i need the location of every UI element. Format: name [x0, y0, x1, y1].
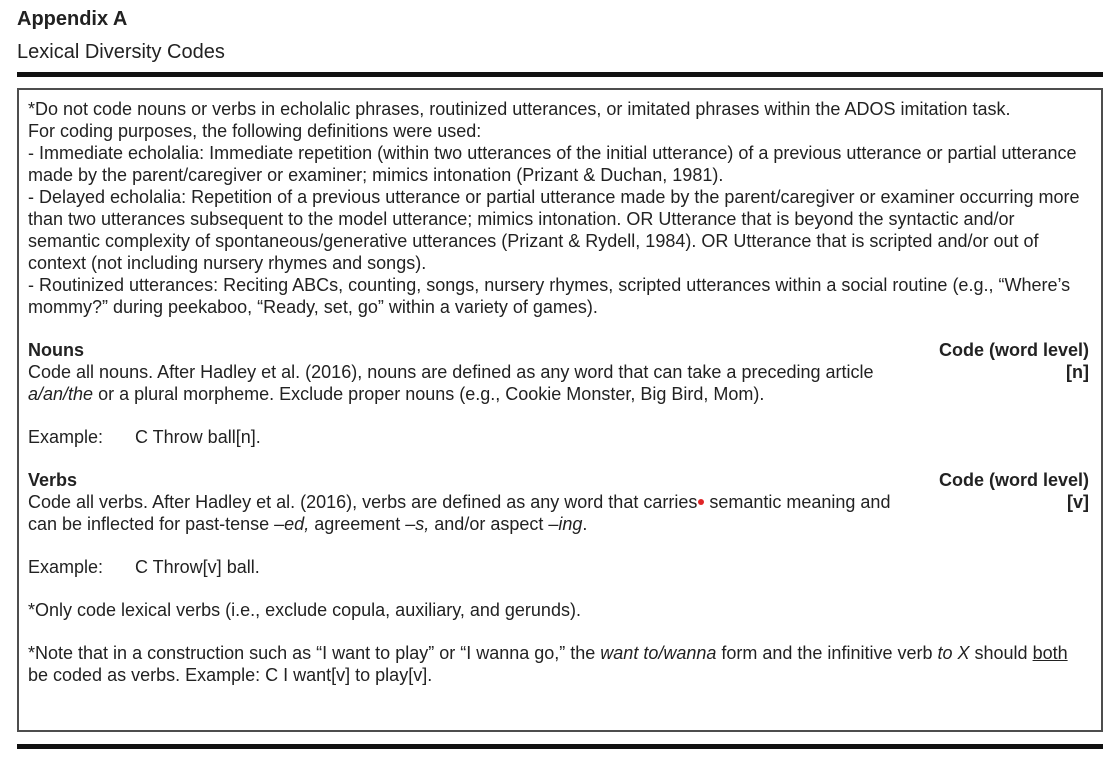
verbs-example-row: [28, 556, 1089, 578]
nouns-example-row: [28, 426, 1089, 448]
definition-delayed-echolalia: - Delayed echolalia: Repetition of a previous utterance or partial utterance made by the parent/caregiver or examiner occurring more than two utterances subsequent to the model utterance; mimics intonation. OR Utterance that is beyond the syntactic and/or semantic complexity of spontaneous/generative utterances (Prizant & Rydell, 1984). OR Utterance that is scripted and/or out of context (not including nursery rhymes and songs).: [28, 187, 1080, 273]
definition-routinized-utterances: - Routinized utterances: Reciting ABCs, counting, songs, nursery rhymes, scripted utterances within a social routine (e.g., “Where’s mommy?” during peekaboo, “Ready, set, go” within a variety of games).: [28, 275, 1071, 317]
text-segment: agreement: [309, 514, 406, 534]
nouns-code-tag: [n]: [1066, 362, 1089, 382]
definition-immediate-echolalia: - Immediate echolalia: Immediate repetition (within two utterances of the initial utterance) of a previous utterance or partial utterance made by the parent/caregiver or examiner; mimics intonation (Prizant & Duchan, 1981).: [28, 143, 1077, 185]
nouns-section-header: [28, 339, 1089, 361]
text-segment: and/or aspect: [429, 514, 549, 534]
nouns-example-text: C Throw ball[n].: [135, 427, 261, 447]
text-segment: form and the infinitive verb: [716, 643, 938, 663]
coding-rules-box: [17, 88, 1103, 732]
verbs-heading: Verbs: [28, 470, 78, 490]
nouns-code-header: Code (word level): [938, 340, 1089, 360]
nouns-definition: [28, 361, 910, 405]
text-segment: semantic meaning and can be inflected for past-tense: [28, 492, 891, 534]
spacer: [28, 405, 1089, 426]
text-segment: –s,: [405, 514, 430, 534]
text-segment: be coded as verbs. Example: C I want[v] to play[v].: [28, 665, 433, 685]
text-segment: both: [1032, 643, 1068, 663]
spacer: [28, 535, 1089, 556]
verbs-code-header: Code (word level): [938, 470, 1089, 490]
appendix-label: Appendix A: [17, 8, 128, 30]
nouns-heading: Nouns: [28, 340, 84, 360]
example-label: Example:: [28, 427, 104, 447]
text-segment: should: [969, 643, 1033, 663]
text-segment: Code all verbs. After Hadley et al. (2016), verbs are defined as any word that carries: [28, 492, 698, 512]
footnote-want-to-construction: [28, 642, 1089, 686]
spacer: [28, 318, 1089, 339]
text-segment: want to/wanna: [600, 643, 717, 663]
intro-note: *Do not code nouns or verbs in echolalic phrases, routinized utterances, or imitated phrases within the ADOS imitation task.: [28, 99, 1011, 119]
example-label: Example:: [28, 557, 104, 577]
text-segment: or a plural morpheme. Exclude proper nouns (e.g., Cookie Monster, Big Bird, Mom).: [93, 384, 765, 404]
text-segment: –ing: [548, 514, 583, 534]
page-title: Lexical Diversity Codes: [17, 41, 225, 63]
verbs-section-body-wrap: [28, 491, 1089, 535]
footnote-lexical-verbs: *Only code lexical verbs (i.e., exclude copula, auxiliary, and gerunds).: [28, 600, 581, 620]
bottom-rule: [17, 744, 1103, 749]
definitions-lead: For coding purposes, the following definitions were used:: [28, 121, 482, 141]
spacer: [28, 578, 1089, 599]
verbs-definition: [28, 491, 910, 535]
text-segment: *Note that in a construction such as “I want to play” or “I wanna go,” the: [28, 643, 601, 663]
text-segment: a/an/the: [28, 384, 94, 404]
verbs-code-tag: [v]: [1067, 492, 1089, 512]
text-segment: –ed,: [274, 514, 310, 534]
text-segment: .: [582, 514, 588, 534]
verbs-example-text: C Throw[v] ball.: [135, 557, 260, 577]
text-segment: Code all nouns. After Hadley et al. (2016), nouns are defined as any word that can take a preceding article: [28, 362, 874, 382]
top-rule: [17, 72, 1103, 77]
text-segment: to X: [937, 643, 970, 663]
spacer: [28, 621, 1089, 642]
spacer: [28, 448, 1089, 469]
nouns-section-body-wrap: [28, 361, 1089, 405]
verbs-section-header: [28, 469, 1089, 491]
